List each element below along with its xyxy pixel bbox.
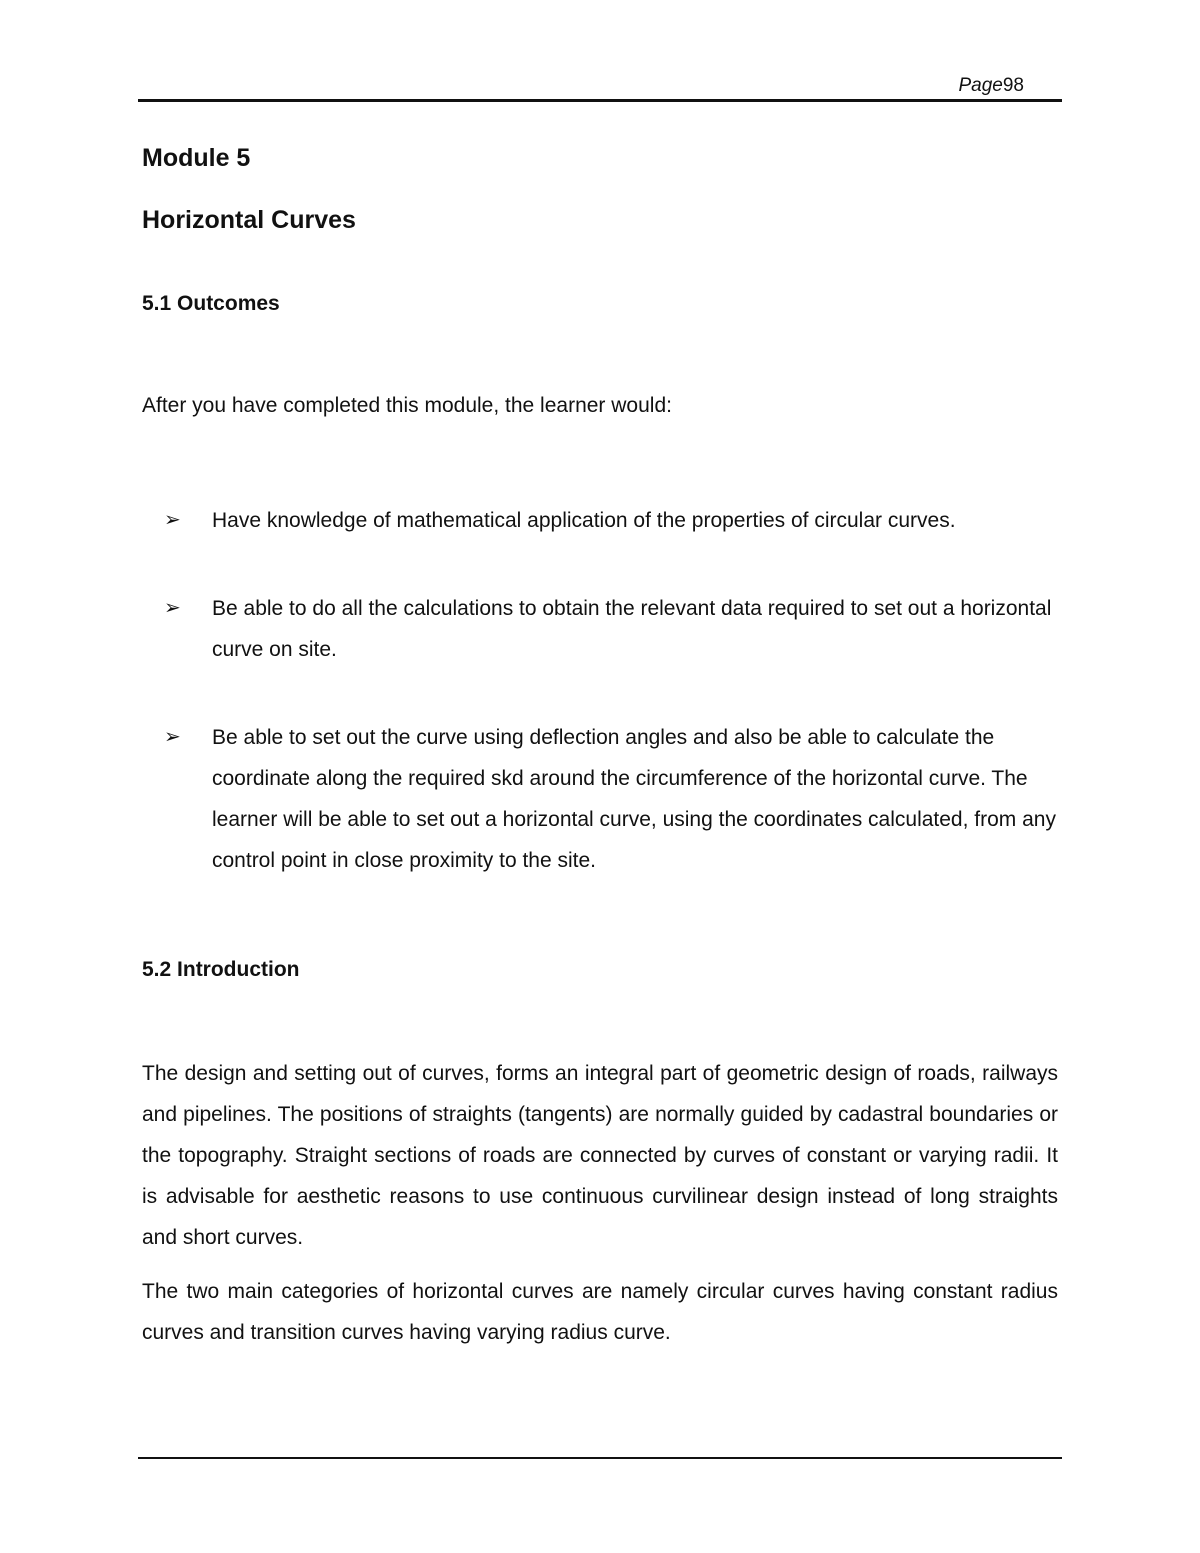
module-heading: Module 5: [142, 144, 251, 172]
list-item-text: Be able to do all the calculations to obtain the relevant data required to set out a horizontal curve on site.: [212, 597, 1052, 661]
footer-rule: [138, 1457, 1062, 1459]
outcomes-heading: 5.1 Outcomes: [142, 292, 280, 315]
outcomes-lead: After you have completed this module, the learner would:: [142, 394, 672, 417]
list-item-text: Be able to set out the curve using deflection angles and also be able to calculate the coordinate along the required skd around the circumference of the horizontal curve. The learner will be able to set out a horizontal curve, using the coordinates calculated, from any control point in close proximity to the site.: [212, 726, 1056, 872]
module-title: Horizontal Curves: [142, 206, 356, 234]
page-number-label: [958, 74, 1024, 98]
introduction-heading: 5.2 Introduction: [142, 958, 300, 981]
arrow-bullet-icon: ➢: [164, 726, 181, 748]
list-item: [164, 717, 1060, 881]
arrow-bullet-icon: ➢: [164, 509, 181, 531]
arrow-bullet-icon: ➢: [164, 597, 181, 619]
list-item: [164, 588, 1060, 670]
introduction-paragraph-2: The two main categories of horizontal curves are namely circular curves having constant radius curves and transition curves having varying radius curve.: [142, 1280, 1058, 1344]
introduction-paragraph-1: The design and setting out of curves, forms an integral part of geometric design of roads, railways and pipelines. The positions of straights (tangents) are normally guided by cadastral boundaries or the topography. Straight sections of roads are connected by curves of constant or varying radii. It is advisable for aesthetic reasons to use continuous curvilinear design instead of long straights and short curves.: [142, 1062, 1058, 1249]
header-rule: [138, 99, 1062, 102]
page-number: 98: [1002, 75, 1024, 96]
page-word: Page: [958, 75, 1003, 96]
list-item: [164, 500, 1060, 541]
outcomes-list: [164, 500, 1060, 881]
list-item-text: Have knowledge of mathematical application of the properties of circular curves.: [212, 509, 956, 532]
